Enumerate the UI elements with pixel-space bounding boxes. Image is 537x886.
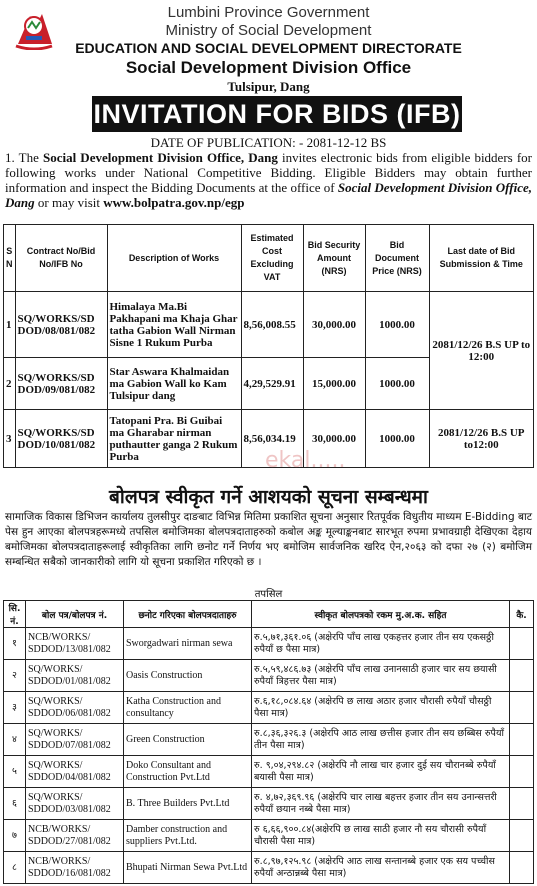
row-contract: SQ/WORKS/SD DOD/10/081/082 bbox=[15, 410, 107, 468]
row-bidder: Damber construction and suppliers Pvt.Ltd. bbox=[124, 820, 252, 852]
row-bid-no: SQ/WORKS/ SDDOD/01/081/082 bbox=[26, 660, 124, 692]
intro-paragraph bbox=[5, 150, 532, 210]
row-remarks bbox=[510, 788, 534, 820]
col-header-doc-price: Bid Document Price (NRS) bbox=[365, 225, 429, 292]
row-deadline: 2081/12/26 B.S UP to12:00 bbox=[429, 410, 534, 468]
row-doc-price: 1000.00 bbox=[365, 410, 429, 468]
row-remarks bbox=[510, 756, 534, 788]
office-name: Social Development Division Office bbox=[125, 58, 412, 77]
row-amount: रु.५,५९,४८६.७३ (अक्षेरपि पाँच लाख उनानसाठी हजार चार सय छयासी रुपैयाँ त्रिहत्तर पैसा मात्र) bbox=[252, 660, 510, 692]
row-amount: रु.८,३६,३२६.३ (अक्षेरपि आठ लाख छत्तीस हजार तीन सय छब्बिस रुपैयाँ तीन पैसा मात्र) bbox=[252, 724, 510, 756]
col-header-bidder: छनोट गरिएका बोलपत्रदाताहरु bbox=[124, 601, 252, 628]
row-bidder: Katha Construction and consultancy bbox=[124, 692, 252, 724]
row-sn: 2 bbox=[4, 358, 16, 410]
row-amount: रु. ४,७२,३६९.९६ (अक्षेरपि चार लाख बहत्तर हजार तीन सय उनान्सत्तरी रुपैयाँ छयान नब्बे पैसा मात्र) bbox=[252, 788, 510, 820]
row-remarks bbox=[510, 692, 534, 724]
row-bidder: Oasis Construction bbox=[124, 660, 252, 692]
row-remarks bbox=[510, 820, 534, 852]
row-amount: रु.५,७१,३६१.०६ (अक्षेरपि पाँच लाख एकहत्तर हजार तीन सय एकसठ्ठी रुपैयाँ छ पैसा मात्र) bbox=[252, 628, 510, 660]
egp-link[interactable]: www.bolpatra.gov.np/egp bbox=[103, 195, 245, 210]
row-remarks bbox=[510, 724, 534, 756]
notice-heading: बोलपत्र स्वीकृत गर्ने आशयको सूचना सम्बन्धमा bbox=[109, 486, 428, 508]
row-deadline: 2081/12/26 B.S UP to 12:00 bbox=[429, 292, 534, 410]
ministry-name: Ministry of Social Development bbox=[165, 22, 372, 39]
row-sn: ६ bbox=[4, 788, 26, 820]
row-amount: रु.६,१८,०८४.६४ (अक्षेरपि छ लाख अठार हजार चौरासी रुपैयाँ चौसठ्ठी पैसा मात्र) bbox=[252, 692, 510, 724]
row-amount: रु.८,९७,१२५.९८ (अक्षेरपि आठ लाख सन्तानब्बे हजार एक सय पच्चीस रुपैयाँ अन्ठान्नब्बे पैसा मात्र) bbox=[252, 852, 510, 884]
notice-body: सामाजिक विकास डिभिजन कार्यालय तुलसीपुर दाङबाट विभिन्न मितिमा प्रकाशित सूचना अनुसार रितपूर्वक विधुतीय माध्यम E-Bidding बाट पेस हुन आएका बोलपत्रहरूमध्ये तपसिल बमोजिमका बोलपत्रदाताहरुको कबोल अङ्क मूल्याङ्कनबाट सारभूत रुपमा प्रभावग्राही देखिएका देहाय बमोजिमका बोलपत्रदाताहरूलाई स्वीकृतिका लागि छनोट गर्ने निर्णय भए बमोजिम सार्वजनिक खरिद ऐन,२०६३ को दफा २७ (२) बमोजिम सम्बन्धित सबैको जानकारीको लागि यो सूचना प्रकाशित गरिएको छ । bbox=[5, 511, 532, 568]
col-header-bid-no: बोल पत्र/बोलपत्र नं. bbox=[26, 601, 124, 628]
col-header-amount: स्वीकृत बोलपत्रको रकम मु.अ.क. सहित bbox=[252, 601, 510, 628]
table-row bbox=[4, 660, 534, 692]
table-row bbox=[4, 692, 534, 724]
row-bid-no: SQ/WORKS/ SDDOD/03/081/082 bbox=[26, 788, 124, 820]
row-bidder: Bhupati Nirman Sewa Pvt.Ltd bbox=[124, 852, 252, 884]
col-header-security: Bid Security Amount (NRS) bbox=[303, 225, 365, 292]
row-sn: ७ bbox=[4, 820, 26, 852]
directorate-name: EDUCATION AND SOCIAL DEVELOPMENT DIRECTORATE bbox=[75, 40, 462, 56]
intro-lead: 1. The bbox=[5, 150, 43, 165]
table-row bbox=[4, 292, 534, 358]
award-table bbox=[3, 600, 534, 884]
row-sn: २ bbox=[4, 660, 26, 692]
row-doc-price: 1000.00 bbox=[365, 292, 429, 358]
office-location: Tulsipur, Dang bbox=[227, 79, 310, 94]
row-sn: ४ bbox=[4, 724, 26, 756]
row-remarks bbox=[510, 852, 534, 884]
row-bid-no: SQ/WORKS/ SDDOD/04/081/082 bbox=[26, 756, 124, 788]
col-header-remarks: कै. bbox=[510, 601, 534, 628]
row-sn: १ bbox=[4, 628, 26, 660]
row-contract: SQ/WORKS/SD DOD/09/081/082 bbox=[15, 358, 107, 410]
row-sn: ५ bbox=[4, 756, 26, 788]
notice-header bbox=[0, 0, 537, 92]
row-contract: SQ/WORKS/SD DOD/08/081/082 bbox=[15, 292, 107, 358]
row-remarks bbox=[510, 628, 534, 660]
row-sn: ८ bbox=[4, 852, 26, 884]
col-header-deadline: Last date of Bid Submission & Time bbox=[429, 225, 534, 292]
publication-date: DATE OF PUBLICATION: - 2081-12-12 BS bbox=[150, 135, 387, 150]
row-amount: रु ६,६६,९००.८४(अक्षेरपि छ लाख साठी हजार नौ सय चौरासी रुपैयाँ चौरासी पैसा मात्र) bbox=[252, 820, 510, 852]
table-row bbox=[4, 852, 534, 884]
row-security: 30,000.00 bbox=[303, 292, 365, 358]
row-bid-no: SQ/WORKS/ SDDOD/07/081/082 bbox=[26, 724, 124, 756]
row-bid-no: NCB/WORKS/ SDDOD/13/081/082 bbox=[26, 628, 124, 660]
schedule-label: तपसिल bbox=[254, 589, 283, 600]
intro-body: invites electronic bids from eligible bidders for following works under National Competitive Bidding. Eligible Bidders may obtain further information and inspect the Bidding Documents at the office of bbox=[5, 150, 532, 195]
watermark: ekal..... bbox=[265, 448, 346, 473]
row-security: 30,000.00 bbox=[303, 410, 365, 468]
intro-visit: or may visit bbox=[34, 195, 104, 210]
table-row bbox=[4, 628, 534, 660]
bids-header-row bbox=[4, 225, 534, 292]
col-header-sn: सि. नं. bbox=[4, 601, 26, 628]
row-cost: 8,56,008.55 bbox=[241, 292, 303, 358]
row-remarks bbox=[510, 660, 534, 692]
col-header-contract: Contract No/Bid No/IFB No bbox=[15, 225, 107, 292]
col-header-cost: Estimated Cost Excluding VAT bbox=[241, 225, 303, 292]
province-name: Lumbini Province Government bbox=[167, 4, 370, 21]
row-bidder: B. Three Builders Pvt.Ltd bbox=[124, 788, 252, 820]
row-doc-price: 1000.00 bbox=[365, 358, 429, 410]
col-header-sn: S N bbox=[4, 225, 16, 292]
table-row bbox=[4, 756, 534, 788]
row-bidder: Green Construction bbox=[124, 724, 252, 756]
row-sn: 1 bbox=[4, 292, 16, 358]
award-header-row bbox=[4, 601, 534, 628]
intro-office-italic: Social Development Division Office, Dang bbox=[5, 180, 532, 210]
row-description: Star Aswara Khalmaidan ma Gabion Wall ko Kam Tulsipur dang bbox=[107, 358, 241, 410]
ifb-title: INVITATION FOR BIDS (IFB) bbox=[92, 96, 462, 132]
table-row bbox=[4, 820, 534, 852]
row-bid-no: NCB/WORKS/ SDDOD/27/081/082 bbox=[26, 820, 124, 852]
row-bid-no: SQ/WORKS/ SDDOD/06/081/082 bbox=[26, 692, 124, 724]
row-sn: ३ bbox=[4, 692, 26, 724]
row-description: Himalaya Ma.Bi Pakhapani ma Khaja Ghar tatha Gabion Wall Nirman Sisne 1 Rukum Purba bbox=[107, 292, 241, 358]
table-row bbox=[4, 724, 534, 756]
row-bid-no: NCB/WORKS/ SDDOD/16/081/082 bbox=[26, 852, 124, 884]
row-sn: 3 bbox=[4, 410, 16, 468]
row-cost: 4,29,529.91 bbox=[241, 358, 303, 410]
row-security: 15,000.00 bbox=[303, 358, 365, 410]
row-bidder: Doko Consultant and Construction Pvt.Ltd bbox=[124, 756, 252, 788]
row-cost: 8,56,034.19 bbox=[241, 410, 303, 468]
intro-office-bold: Social Development Division Office, Dang bbox=[42, 150, 278, 165]
table-row bbox=[4, 788, 534, 820]
row-amount: रु. ९,०४,२९४.८२ (अक्षेरपि नौ लाख चार हजार दुई सय चौरानब्बे रुपैयाँ बयासी पैसा मात्र) bbox=[252, 756, 510, 788]
row-description: Tatopani Pra. Bi Guibai ma Gharabar nirman puthautter ganga 2 Rukum Purba bbox=[107, 410, 241, 468]
bids-table bbox=[3, 224, 534, 468]
row-bidder: Sworgadwari nirman sewa bbox=[124, 628, 252, 660]
col-header-description: Description of Works bbox=[107, 225, 241, 292]
